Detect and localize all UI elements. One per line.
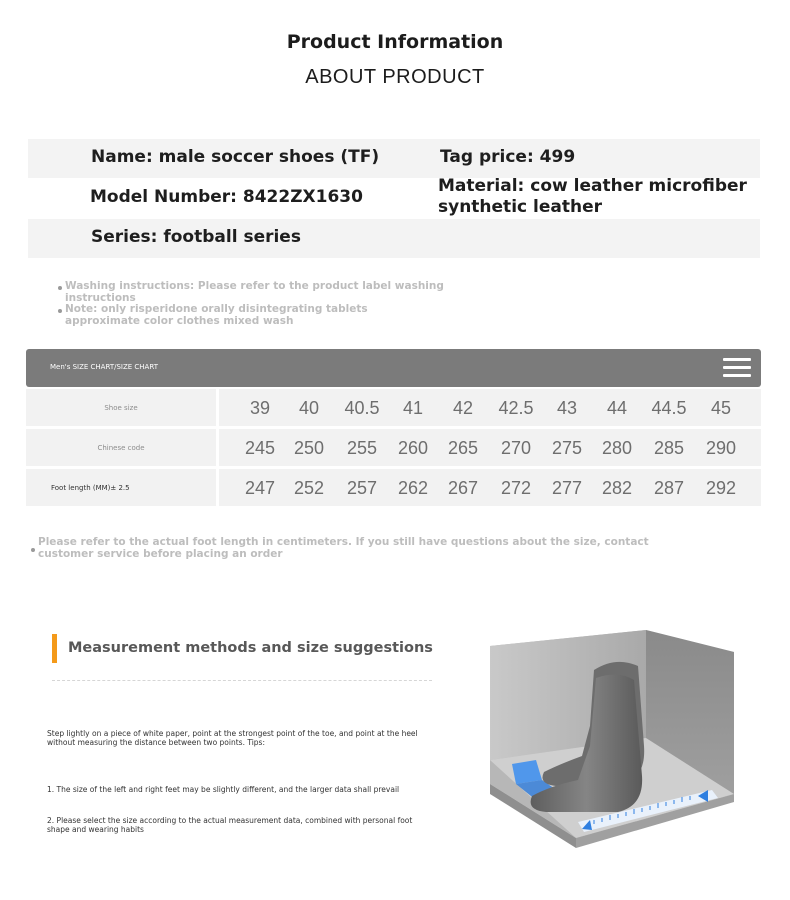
size-cell: 282 bbox=[601, 478, 633, 498]
size-cell: 44 bbox=[606, 398, 628, 418]
size-cell: 277 bbox=[551, 478, 583, 498]
menu-icon[interactable] bbox=[723, 358, 751, 378]
size-cell: 44.5 bbox=[651, 398, 687, 418]
washing-note: Washing instructions: Please refer to the product label washing instructions bbox=[65, 280, 444, 304]
size-cell: 245 bbox=[244, 438, 276, 458]
size-cell: 257 bbox=[346, 478, 378, 498]
size-cell: 252 bbox=[293, 478, 325, 498]
bullet-dot bbox=[31, 548, 35, 552]
size-cell: 250 bbox=[293, 438, 325, 458]
size-cell: 40.5 bbox=[344, 398, 380, 418]
size-cell: 43 bbox=[556, 398, 578, 418]
size-cell: 262 bbox=[397, 478, 429, 498]
series: Series: football series bbox=[91, 227, 301, 247]
size-cell: 42.5 bbox=[498, 398, 534, 418]
size-cell: 260 bbox=[397, 438, 429, 458]
tag-price: Tag price: 499 bbox=[440, 147, 576, 167]
size-cell: 272 bbox=[500, 478, 532, 498]
size-chart-header bbox=[26, 349, 761, 387]
size-footnote: Please refer to the actual foot length in centimeters. If you still have questions about the size, contact customer service before placing an order bbox=[38, 536, 649, 560]
size-row-label: Chinese code bbox=[97, 444, 145, 452]
measurement-title: Measurement methods and size suggestions bbox=[68, 640, 433, 656]
bullet-dot bbox=[58, 286, 62, 290]
page-title: Product Information bbox=[286, 31, 504, 53]
size-cell: 265 bbox=[447, 438, 479, 458]
foot-measurement-illustration bbox=[486, 626, 738, 850]
measurement-step: Step lightly on a piece of white paper, point at the strongest point of the toe, and point at the heel without measuring the distance between two points. Tips: bbox=[47, 729, 418, 747]
size-cell: 39 bbox=[249, 398, 271, 418]
measurement-tip-1: 1. The size of the left and right feet may be slightly different, and the larger data shall prevail bbox=[47, 785, 400, 794]
size-chart-header-label: Men's SIZE CHART/SIZE CHART bbox=[50, 363, 158, 371]
size-cell: 267 bbox=[447, 478, 479, 498]
divider bbox=[52, 680, 432, 681]
size-cell: 280 bbox=[601, 438, 633, 458]
bullet-dot bbox=[58, 309, 62, 313]
size-cell: 247 bbox=[244, 478, 276, 498]
size-cell: 275 bbox=[551, 438, 583, 458]
page-subtitle: ABOUT PRODUCT bbox=[305, 66, 485, 88]
color-note: Note: only risperidone orally disintegrating tablets approximate color clothes mixed wash bbox=[65, 303, 368, 327]
size-row-label: Foot length (MM)± 2.5 bbox=[51, 484, 130, 492]
size-cell: 40 bbox=[298, 398, 320, 418]
model-number: Model Number: 8422ZX1630 bbox=[90, 187, 363, 207]
size-cell: 287 bbox=[653, 478, 685, 498]
measurement-tip-2: 2. Please select the size according to the actual measurement data, combined with personal foot shape and wearing habits bbox=[47, 816, 413, 834]
size-cell: 292 bbox=[705, 478, 737, 498]
size-row-label: Shoe size bbox=[104, 404, 138, 412]
product-name: Name: male soccer shoes (TF) bbox=[91, 147, 380, 167]
size-cell: 285 bbox=[653, 438, 685, 458]
size-cell: 270 bbox=[500, 438, 532, 458]
size-cell: 255 bbox=[346, 438, 378, 458]
size-cell: 45 bbox=[710, 398, 732, 418]
material: Material: cow leather microfiber synthetic leather bbox=[438, 176, 747, 217]
size-cell: 41 bbox=[402, 398, 424, 418]
size-cell: 42 bbox=[452, 398, 474, 418]
size-cell: 290 bbox=[705, 438, 737, 458]
accent-bar bbox=[52, 634, 57, 663]
